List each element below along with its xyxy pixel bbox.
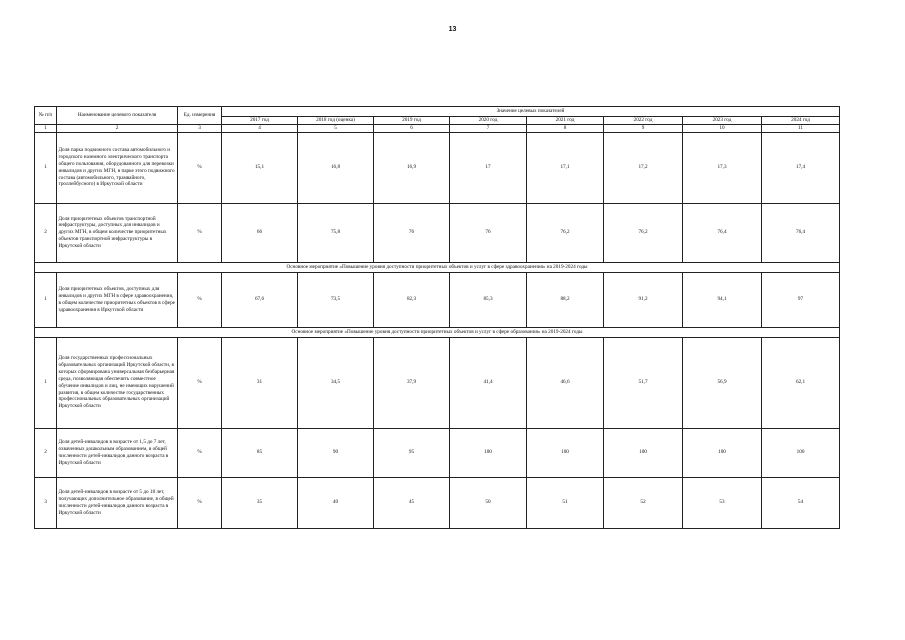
column-index: 8 xyxy=(527,124,604,132)
row-unit: % xyxy=(178,132,222,203)
column-index: 7 xyxy=(450,124,527,132)
column-index: 4 xyxy=(222,124,298,132)
row-name: Доля приоритетных объектов транспортной инфраструктуры, доступных для инвалидов и других МГН, в общем количестве приоритетных объектов транспортной инфраструктуры в Иркутской области xyxy=(57,203,178,262)
header-year: 2024 год xyxy=(762,117,840,125)
row-value: 76,4 xyxy=(762,203,840,262)
row-value: 82,3 xyxy=(374,272,450,327)
column-index: 10 xyxy=(683,124,762,132)
row-value: 91,2 xyxy=(604,272,683,327)
table-row xyxy=(35,477,840,528)
header-year: 2018 год (оценка) xyxy=(298,117,374,125)
row-value: 17,1 xyxy=(527,132,604,203)
column-index: 11 xyxy=(762,124,840,132)
row-value: 16,9 xyxy=(374,132,450,203)
row-value: 100 xyxy=(604,428,683,477)
row-num: 1 xyxy=(35,132,57,203)
row-value: 34,5 xyxy=(298,337,374,428)
row-value: 54 xyxy=(762,477,840,528)
row-value: 62,1 xyxy=(762,337,840,428)
section-title: Основное мероприятие «Повышение уровня доступности приоритетных объектов и услуг в сфере здравоохранения» на 2019-2024 годы xyxy=(35,262,840,272)
row-value: 41,4 xyxy=(450,337,527,428)
header-row xyxy=(35,107,840,117)
row-num: 3 xyxy=(35,477,57,528)
column-index: 6 xyxy=(374,124,450,132)
row-name: Доля государственных профессиональных образовательных организаций Иркутской области, в которых сформирована универсальная безбарьерная среда, позволяющая обеспечить совместное обучение инвалидов и лиц, не имеющих нарушений развития, в общем количестве государственных профессиональных образовательных организаций Иркутской области xyxy=(57,337,178,428)
table-row xyxy=(35,428,840,477)
row-value: 85 xyxy=(222,428,298,477)
table-row xyxy=(35,132,840,203)
row-value: 76,2 xyxy=(604,203,683,262)
row-value: 95 xyxy=(374,428,450,477)
header-year: 2023 год xyxy=(683,117,762,125)
header-num: № п/п xyxy=(35,107,57,125)
row-value: 31 xyxy=(222,337,298,428)
row-num: 2 xyxy=(35,203,57,262)
row-value: 17,2 xyxy=(604,132,683,203)
row-unit: % xyxy=(178,272,222,327)
row-value: 40 xyxy=(298,477,374,528)
row-unit: % xyxy=(178,337,222,428)
row-value: 100 xyxy=(527,428,604,477)
row-name: Доля детей-инвалидов в возрасте от 5 до 18 лет, получающих дополнительное образование, в общей численности детей-инвалидов данного возраста в Иркутской области xyxy=(57,477,178,528)
row-name: Доля приоритетных объектов, доступных для инвалидов и других МГН в сфере здравоохранения, в общем количестве приоритетных объектов в сфере здравоохранения в Иркутской области xyxy=(57,272,178,327)
row-value: 50 xyxy=(450,477,527,528)
row-value: 88,2 xyxy=(527,272,604,327)
column-index: 1 xyxy=(35,124,57,132)
row-value: 75,8 xyxy=(298,203,374,262)
row-name: Доля парка подвижного состава автомобильного и городского наземного электрического транспорта общего пользования, оборудованного для перевозки инвалидов и других МГН, в парке этого подвижного состава (автомобильного, трамвайного, троллейбусного) в Иркутской области xyxy=(57,132,178,203)
page-number: 13 xyxy=(448,26,457,33)
row-value: 53 xyxy=(683,477,762,528)
row-value: 100 xyxy=(683,428,762,477)
row-value: 15,1 xyxy=(222,132,298,203)
column-index: 5 xyxy=(298,124,374,132)
section-row xyxy=(35,262,840,272)
row-value: 56,9 xyxy=(683,337,762,428)
row-value: 35 xyxy=(222,477,298,528)
header-year: 2021 год xyxy=(527,117,604,125)
row-value: 37,9 xyxy=(374,337,450,428)
row-value: 17 xyxy=(450,132,527,203)
row-value: 76 xyxy=(450,203,527,262)
header-year: 2020 год xyxy=(450,117,527,125)
row-value: 85,3 xyxy=(450,272,527,327)
row-unit: % xyxy=(178,203,222,262)
table-row xyxy=(35,337,840,428)
row-value: 100 xyxy=(762,428,840,477)
column-index: 2 xyxy=(57,124,178,132)
row-value: 76 xyxy=(374,203,450,262)
row-value: 51,7 xyxy=(604,337,683,428)
row-num: 1 xyxy=(35,337,57,428)
header-unit: Ед. измерения xyxy=(178,107,222,125)
row-num: 2 xyxy=(35,428,57,477)
row-name: Доля детей-инвалидов в возрасте от 1,5 до 7 лет, охваченных дошкольным образованием, в общей численности детей-инвалидов данного возраста в Иркутской области xyxy=(57,428,178,477)
column-index: 9 xyxy=(604,124,683,132)
row-value: 17,3 xyxy=(683,132,762,203)
header-name: Наименование целевого показателя xyxy=(57,107,178,125)
row-value: 16,8 xyxy=(298,132,374,203)
row-value: 97 xyxy=(762,272,840,327)
column-index-row xyxy=(35,124,840,132)
table-row xyxy=(35,272,840,327)
row-unit: % xyxy=(178,428,222,477)
row-value: 45 xyxy=(374,477,450,528)
row-num: 1 xyxy=(35,272,57,327)
row-value: 100 xyxy=(450,428,527,477)
row-value: 67,6 xyxy=(222,272,298,327)
header-year: 2022 год xyxy=(604,117,683,125)
row-value: 94,1 xyxy=(683,272,762,327)
header-year: 2017 год xyxy=(222,117,298,125)
table-row xyxy=(35,203,840,262)
row-value: 52 xyxy=(604,477,683,528)
indicators-table xyxy=(34,106,840,529)
row-value: 46,6 xyxy=(527,337,604,428)
row-value: 66 xyxy=(222,203,298,262)
row-value: 90 xyxy=(298,428,374,477)
row-unit: % xyxy=(178,477,222,528)
row-value: 76,4 xyxy=(683,203,762,262)
row-value: 73,5 xyxy=(298,272,374,327)
column-index: 3 xyxy=(178,124,222,132)
row-value: 51 xyxy=(527,477,604,528)
header-year: 2019 год xyxy=(374,117,450,125)
row-value: 76,2 xyxy=(527,203,604,262)
header-values-group: Значение целевых показателей xyxy=(222,107,840,117)
section-row xyxy=(35,327,840,337)
section-title: Основное мероприятие «Повышение уровня доступности приоритетных объектов и услуг в сфере образования» на 2019-2024 годы xyxy=(35,327,840,337)
row-value: 17,4 xyxy=(762,132,840,203)
